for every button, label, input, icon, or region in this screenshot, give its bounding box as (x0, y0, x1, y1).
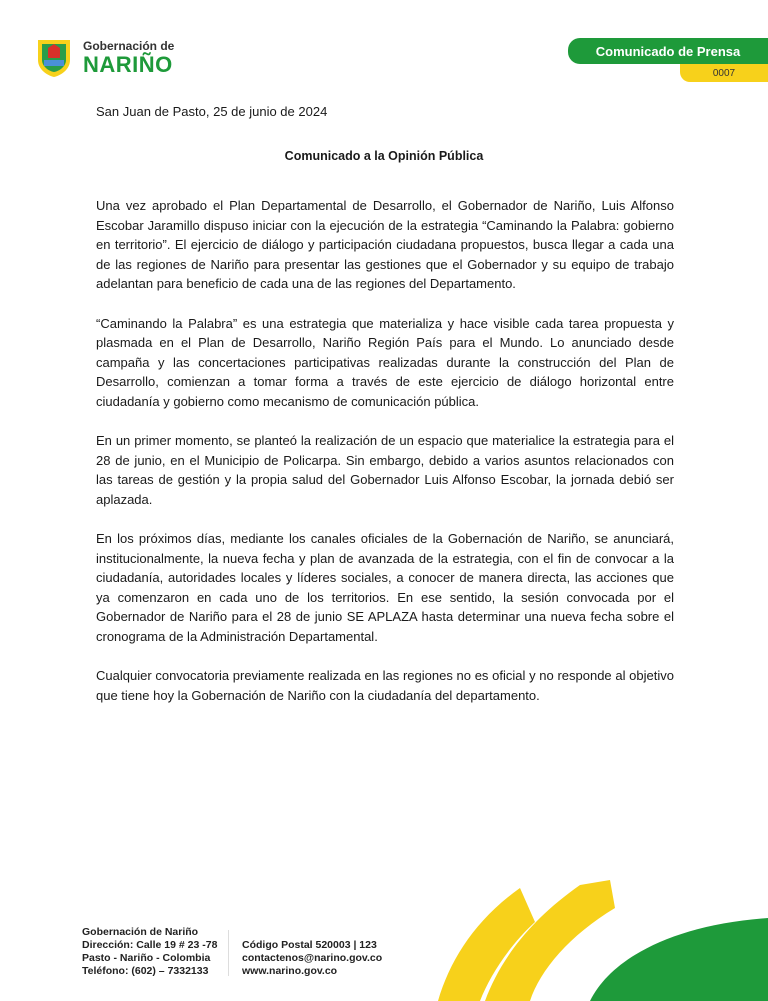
footer-address-line: Dirección: Calle 19 # 23 -78 (82, 939, 218, 951)
document-title: Comunicado a la Opinión Pública (284, 149, 484, 163)
footer-address (82, 926, 217, 978)
footer-postal-code: Código Postal 520003 | 123 (242, 939, 377, 951)
logo-line2: NARIÑO (83, 52, 173, 77)
footer-org: Gobernación de Nariño (82, 926, 199, 938)
footer-website[interactable]: www.narino.gov.co (242, 965, 338, 977)
footer-divider (228, 930, 229, 976)
coat-of-arms-icon (36, 38, 72, 78)
footer-city: Pasto - Nariño - Colombia (82, 952, 211, 964)
press-release-number: 0007 (680, 64, 768, 82)
paragraph: En un primer momento, se planteó la realización de un espacio que materialice la estrategia para el 28 de junio, en el Municipio de Policarpa. Sin embargo, debido a varios asuntos relacionados con las tareas de gestión y la propia salud del Gobernador Luis Alfonso Escobar, la jornada debió ser aplazada. (96, 433, 674, 507)
logo-line1: Gobernación de (83, 39, 175, 53)
gobernacion-logo (36, 38, 174, 78)
place-date: San Juan de Pasto, 25 de junio de 2024 (96, 104, 328, 119)
paragraph: “Caminando la Palabra” es una estrategia que materializa y hace visible cada tarea propuesta y plasmada en el Plan de Desarrollo, Nariño Región País para el Mundo. Lo anunciado desde campaña y las concertaciones participativas realizadas durante la construcción del Plan de Desarrollo, comienzan a tomar forma a través de este ejercicio de diálogo horizontal entre ciudadanía y gobierno como mecanismo de comunicación pública. (96, 315, 674, 409)
footer-email[interactable]: contactenos@narino.gov.co (242, 952, 383, 964)
footer-contact (242, 939, 382, 978)
footer-decoration (380, 880, 768, 1001)
footer-phone: Teléfono: (602) – 7332133 (82, 965, 209, 977)
document-body (96, 196, 674, 725)
press-release-badge: Comunicado de Prensa (568, 38, 768, 64)
paragraph: En los próximos días, mediante los canales oficiales de la Gobernación de Nariño, se anunciará, institucionalmente, la nueva fecha y plan de avanzada de la estrategia, con el fin de convocar a la ciudadanía, autoridades locales y líderes sociales, a conocer de manera directa, las acciones que ya comenzaron en cada uno de los territorios. En ese sentido, la sesión convocada por el Gobernador de Nariño para el 28 de junio SE APLAZA hasta determinar una nueva fecha sobre el cronograma de la Administración Departamental. (96, 531, 674, 645)
paragraph: Una vez aprobado el Plan Departamental de Desarrollo, el Gobernador de Nariño, Luis Alfonso Escobar Jaramillo dispuso iniciar con la ejecución de la estrategia “Caminando la Palabra: gobierno en territorio”. El ejercicio de diálogo y participación ciudadana propuestos, busca llegar a cada una de las regiones de Nariño para presentar las gestiones que el Gobernador y su equipo de trabajo adelantan para beneficio de cada una de las regiones del Departamento. (96, 198, 674, 292)
paragraph: Cualquier convocatoria previamente realizada en las regiones no es oficial y no responde al objetivo que tiene hoy la Gobernación de Nariño con la ciudadanía del departamento. (96, 668, 674, 703)
